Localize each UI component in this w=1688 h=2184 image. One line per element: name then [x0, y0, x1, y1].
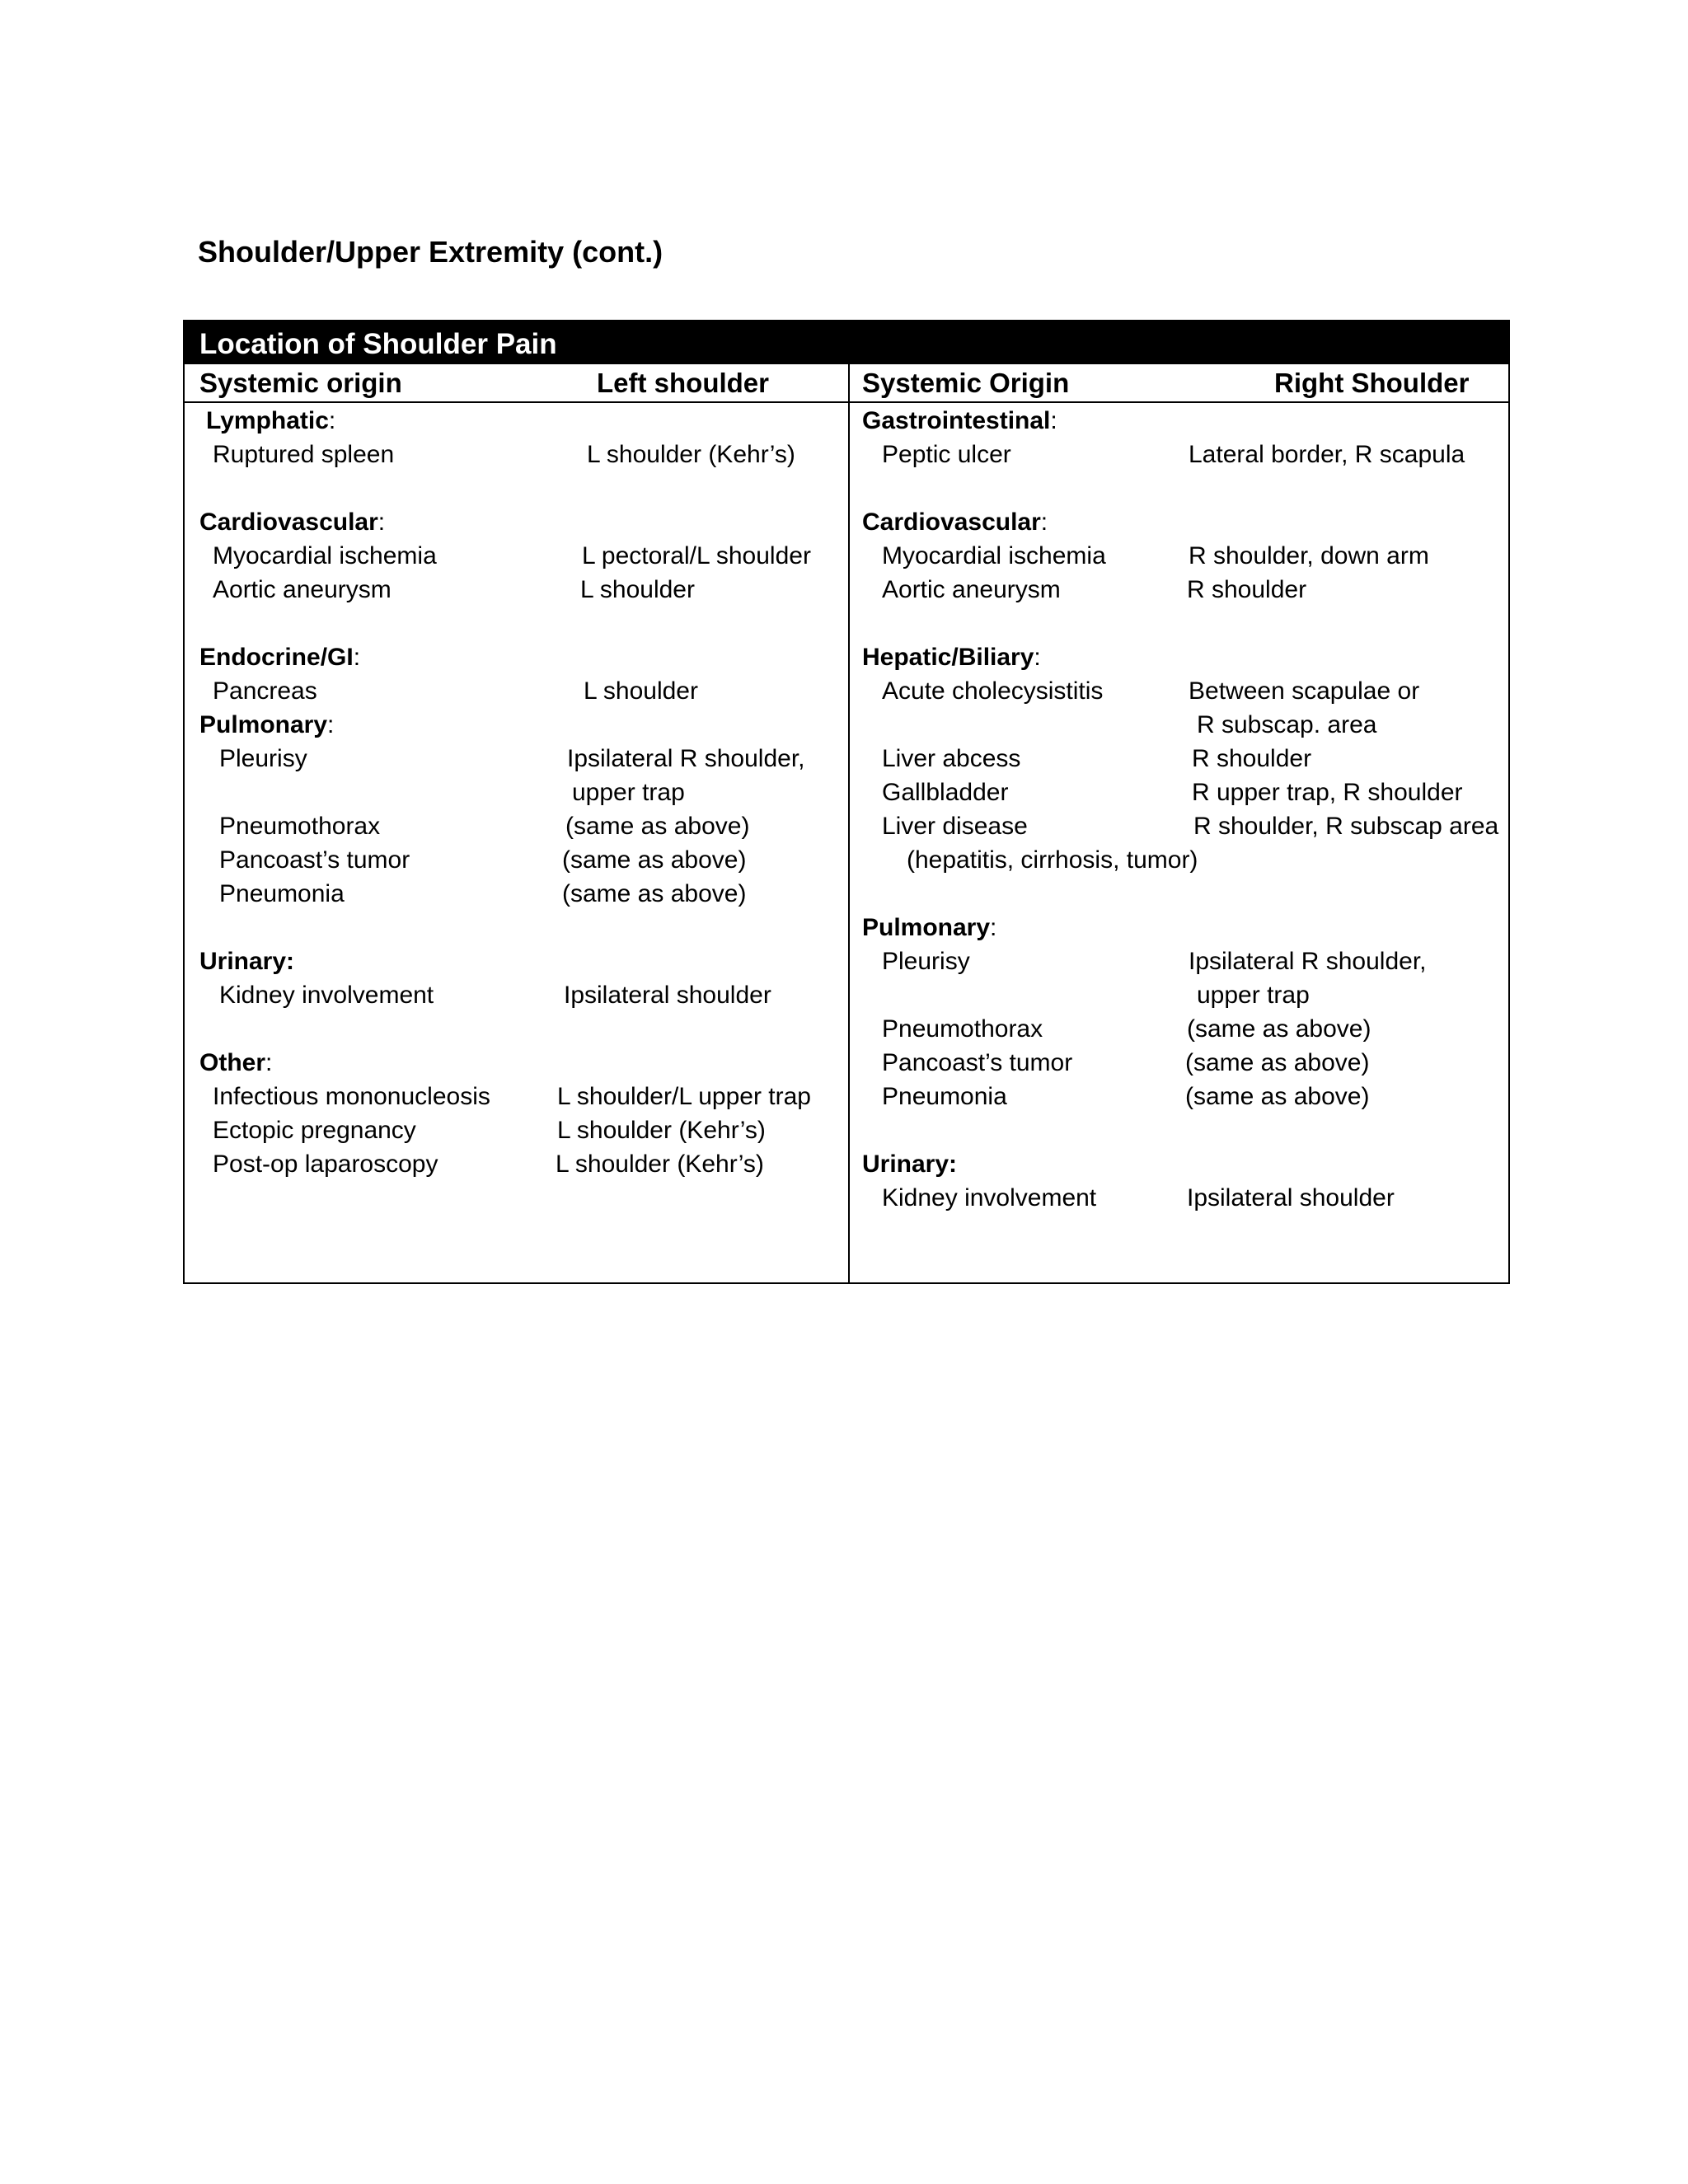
left-shoulder-column [185, 404, 836, 1277]
location-cell: (same as above) [1185, 1083, 1370, 1110]
location-cell: L shoulder (Kehr’s) [556, 1151, 764, 1178]
location-cell: Ipsilateral R shoulder, [1189, 948, 1427, 975]
location-cell: L shoulder [580, 576, 695, 603]
header-right-location: Right Shoulder [1274, 368, 1470, 398]
location-cell: Ipsilateral R shoulder, [567, 745, 805, 772]
right-shoulder-column [849, 404, 1500, 1277]
category-heading: Endocrine/GI: [199, 644, 361, 671]
origin-cell: Pneumothorax [219, 813, 381, 840]
category-heading: Pulmonary: [199, 711, 335, 738]
origin-cell: Ectopic pregnancy [213, 1117, 416, 1144]
origin-cell: Liver disease [882, 813, 1028, 840]
origin-cell: Acute cholecysistitis [882, 677, 1104, 705]
location-cell: R upper trap, R shoulder [1192, 779, 1463, 806]
location-cell: (same as above) [562, 880, 747, 907]
location-cell: L shoulder [584, 677, 698, 705]
category-heading: Lymphatic: [206, 407, 336, 434]
origin-cell: Pleurisy [219, 745, 307, 772]
location-cell: R shoulder, R subscap area [1193, 813, 1499, 840]
category-heading: Pulmonary: [862, 914, 997, 941]
location-cell-continued: R subscap. area [1197, 711, 1377, 738]
category-heading: Cardiovascular: [862, 509, 1048, 536]
location-cell: R shoulder, down arm [1189, 542, 1429, 569]
origin-cell: Post-op laparoscopy [213, 1151, 438, 1178]
table-title: Location of Shoulder Pain [185, 321, 1508, 364]
location-cell: R shoulder [1192, 745, 1312, 772]
origin-cell: Liver abcess [882, 745, 1021, 772]
location-cell: (same as above) [562, 846, 747, 874]
category-heading: Urinary: [199, 948, 295, 975]
category-heading: Urinary: [862, 1151, 958, 1178]
location-cell: (same as above) [1187, 1015, 1372, 1043]
category-heading: Other: [199, 1049, 273, 1076]
origin-cell: Kidney involvement [219, 982, 434, 1009]
header-divider [185, 401, 1508, 403]
shoulder-pain-table [183, 320, 1510, 1284]
origin-cell: Pneumothorax [882, 1015, 1043, 1043]
location-cell: R shoulder [1187, 576, 1307, 603]
location-cell: (same as above) [1185, 1049, 1370, 1076]
origin-cell: Infectious mononucleosis [213, 1083, 490, 1110]
origin-cell: Aortic aneurysm [882, 576, 1061, 603]
origin-cell: Ruptured spleen [213, 441, 395, 468]
origin-cell: Pancreas [213, 677, 317, 705]
header-left-location: Left shoulder [597, 368, 770, 398]
header-right-origin: Systemic Origin [862, 368, 1070, 398]
page-title: Shoulder/Upper Extremity (cont.) [198, 235, 663, 269]
origin-cell: Kidney involvement [882, 1184, 1097, 1212]
location-cell: L shoulder (Kehr’s) [587, 441, 795, 468]
location-cell-continued: upper trap [572, 779, 685, 806]
origin-cell: Myocardial ischemia [213, 542, 437, 569]
origin-cell: Myocardial ischemia [882, 542, 1106, 569]
origin-cell: Pleurisy [882, 948, 970, 975]
location-cell: Between scapulae or [1189, 677, 1420, 705]
location-cell: Ipsilateral shoulder [564, 982, 771, 1009]
location-cell: L shoulder/L upper trap [557, 1083, 811, 1110]
origin-cell-continued: (hepatitis, cirrhosis, tumor) [907, 846, 1198, 874]
origin-cell: Gallbladder [882, 779, 1009, 806]
location-cell: Lateral border, R scapula [1189, 441, 1465, 468]
location-cell: (same as above) [565, 813, 750, 840]
location-cell: L pectoral/L shoulder [582, 542, 811, 569]
category-heading: Gastrointestinal: [862, 407, 1057, 434]
origin-cell: Pancoast’s tumor [882, 1049, 1073, 1076]
location-cell-continued: upper trap [1197, 982, 1310, 1009]
origin-cell: Aortic aneurysm [213, 576, 392, 603]
category-heading: Cardiovascular: [199, 509, 386, 536]
header-left-origin: Systemic origin [199, 368, 402, 398]
location-cell: L shoulder (Kehr’s) [557, 1117, 766, 1144]
location-cell: Ipsilateral shoulder [1187, 1184, 1395, 1212]
origin-cell: Pancoast’s tumor [219, 846, 410, 874]
origin-cell: Pneumonia [219, 880, 345, 907]
origin-cell: Peptic ulcer [882, 441, 1011, 468]
origin-cell: Pneumonia [882, 1083, 1007, 1110]
category-heading: Hepatic/Biliary: [862, 644, 1041, 671]
